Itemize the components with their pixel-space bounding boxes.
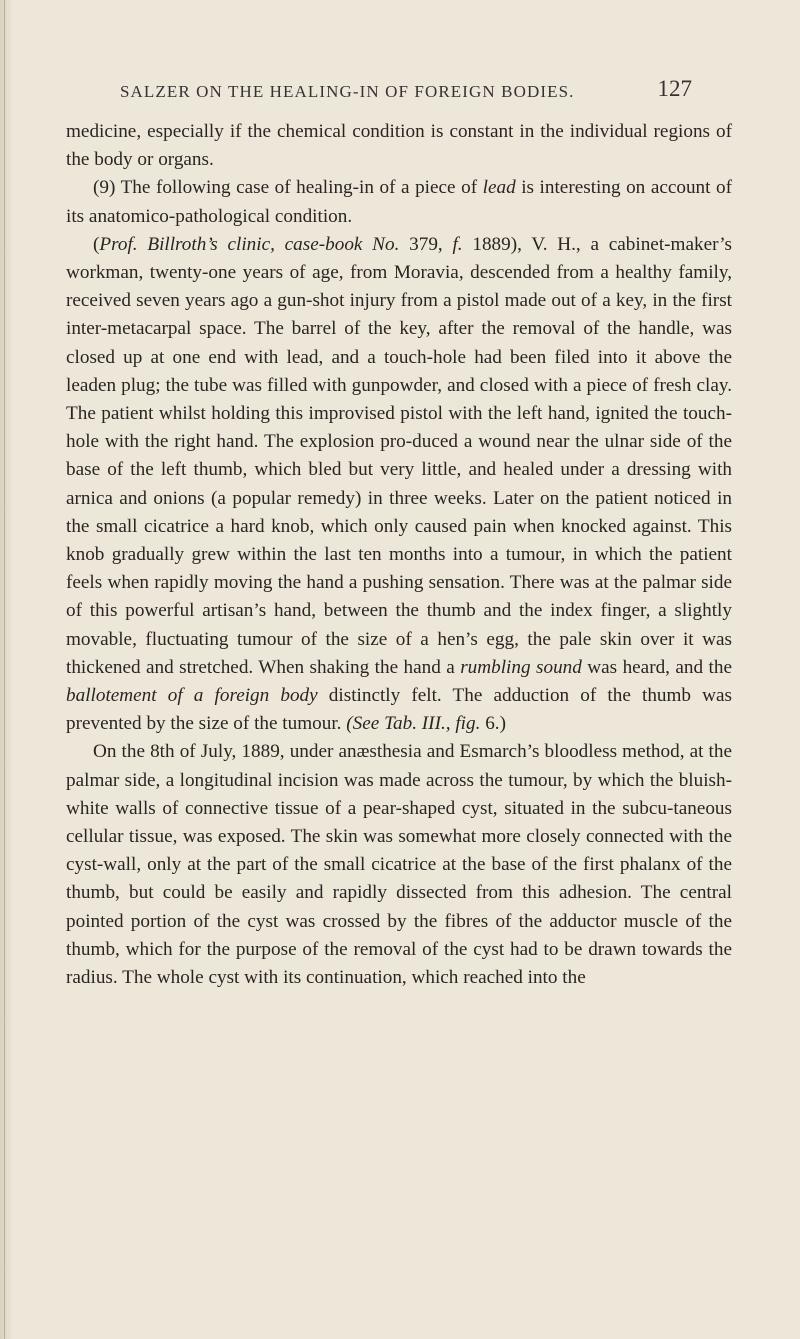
paragraph-text: was heard, and the xyxy=(581,656,732,678)
paragraph-continuation xyxy=(66,118,732,174)
paragraph-text: ( xyxy=(93,233,100,255)
paragraph-text: is interesting on account of its anatomico-pathological condition. xyxy=(66,177,732,227)
paragraph-text: 379, xyxy=(399,233,453,255)
paragraph-text: 1889), V. H., a cabinet-maker’s workman, twenty-one years of age, from Moravia, descended from a healthy family, received seven years ago a gun-shot injury from a pistol made out of a key, in the first inter-metacarpal space. The barrel of the key, after the removal of the handle, was closed up at one end with lead, and a touch-hole had been filed into it above the leaden plug; the tube was filled with gunpowder, and closed with a piece of fresh clay. The patient whilst holding this improvised pistol with the left hand, ignited the touch-hole with the right hand. The explosion pro-duced a wound near the ulnar side of the base of the left thumb, which bled but very little, and healed under a dressing with arnica and onions (a popular remedy) in three weeks. Later on the patient noticed in the small cicatrice a hard knob, which only caused pain when knocked against. This knob gradually grew within the last ten months into a tumour, in which the patient feels when rapidly moving the hand a pushing sensation. There was at the palmar side of this powerful artisan’s hand, between the thumb and the index finger, a slightly movable, fluctuating tumour of the size of a hen’s egg, the pale skin over it was thickened and stretched. When shaking the hand a xyxy=(66,233,732,678)
paragraph-text: medicine, especially if the chemical condition is constant in the individual regions of the body or organs. xyxy=(66,121,732,171)
italic-citation: f. xyxy=(452,233,463,255)
paragraph-case-intro xyxy=(66,174,732,230)
italic-term: ballotement of a foreign body xyxy=(66,685,318,707)
running-title: SALZER ON THE HEALING-IN OF FOREIGN BODIES. xyxy=(120,82,575,101)
italic-figure-reference: (See Tab. III., fig. xyxy=(346,713,481,735)
paragraph-text: 6.) xyxy=(480,713,506,735)
body-text xyxy=(66,118,732,992)
paragraph-operation xyxy=(66,738,732,992)
italic-term: rumbling sound xyxy=(460,656,582,678)
page-binding-edge xyxy=(0,0,14,1339)
italic-citation: Prof. Billroth’s clinic, case-book No. xyxy=(99,233,400,255)
paragraph-text: distinctly felt. The adduction of the thumb was prevented by the size of the tumour. xyxy=(66,685,732,735)
page-number: 127 xyxy=(657,76,692,101)
italic-term: lead xyxy=(482,177,516,199)
paragraph-text: (9) The following case of healing-in of a piece of xyxy=(93,177,483,199)
paragraph-text: On the 8th of July, 1889, under anæsthesia and Esmarch’s bloodless method, at the palmar side, a longitudinal incision was made across the tumour, by which the bluish-white walls of connective tissue of a pear-shaped cyst, situated in the subcu-taneous cellular tissue, was exposed. The skin was somewhat more closely connected with the cyst-wall, only at the part of the small cicatrice at the base of the first phalanx of the thumb, but could be easily and rapidly dissected from this adhesion. The central pointed portion of the cyst was crossed by the fibres of the adductor muscle of the thumb, which for the purpose of the removal of the cyst had to be drawn towards the radius. The whole cyst with its continuation, which reached into the xyxy=(66,741,732,989)
paragraph-case-history xyxy=(66,231,732,739)
